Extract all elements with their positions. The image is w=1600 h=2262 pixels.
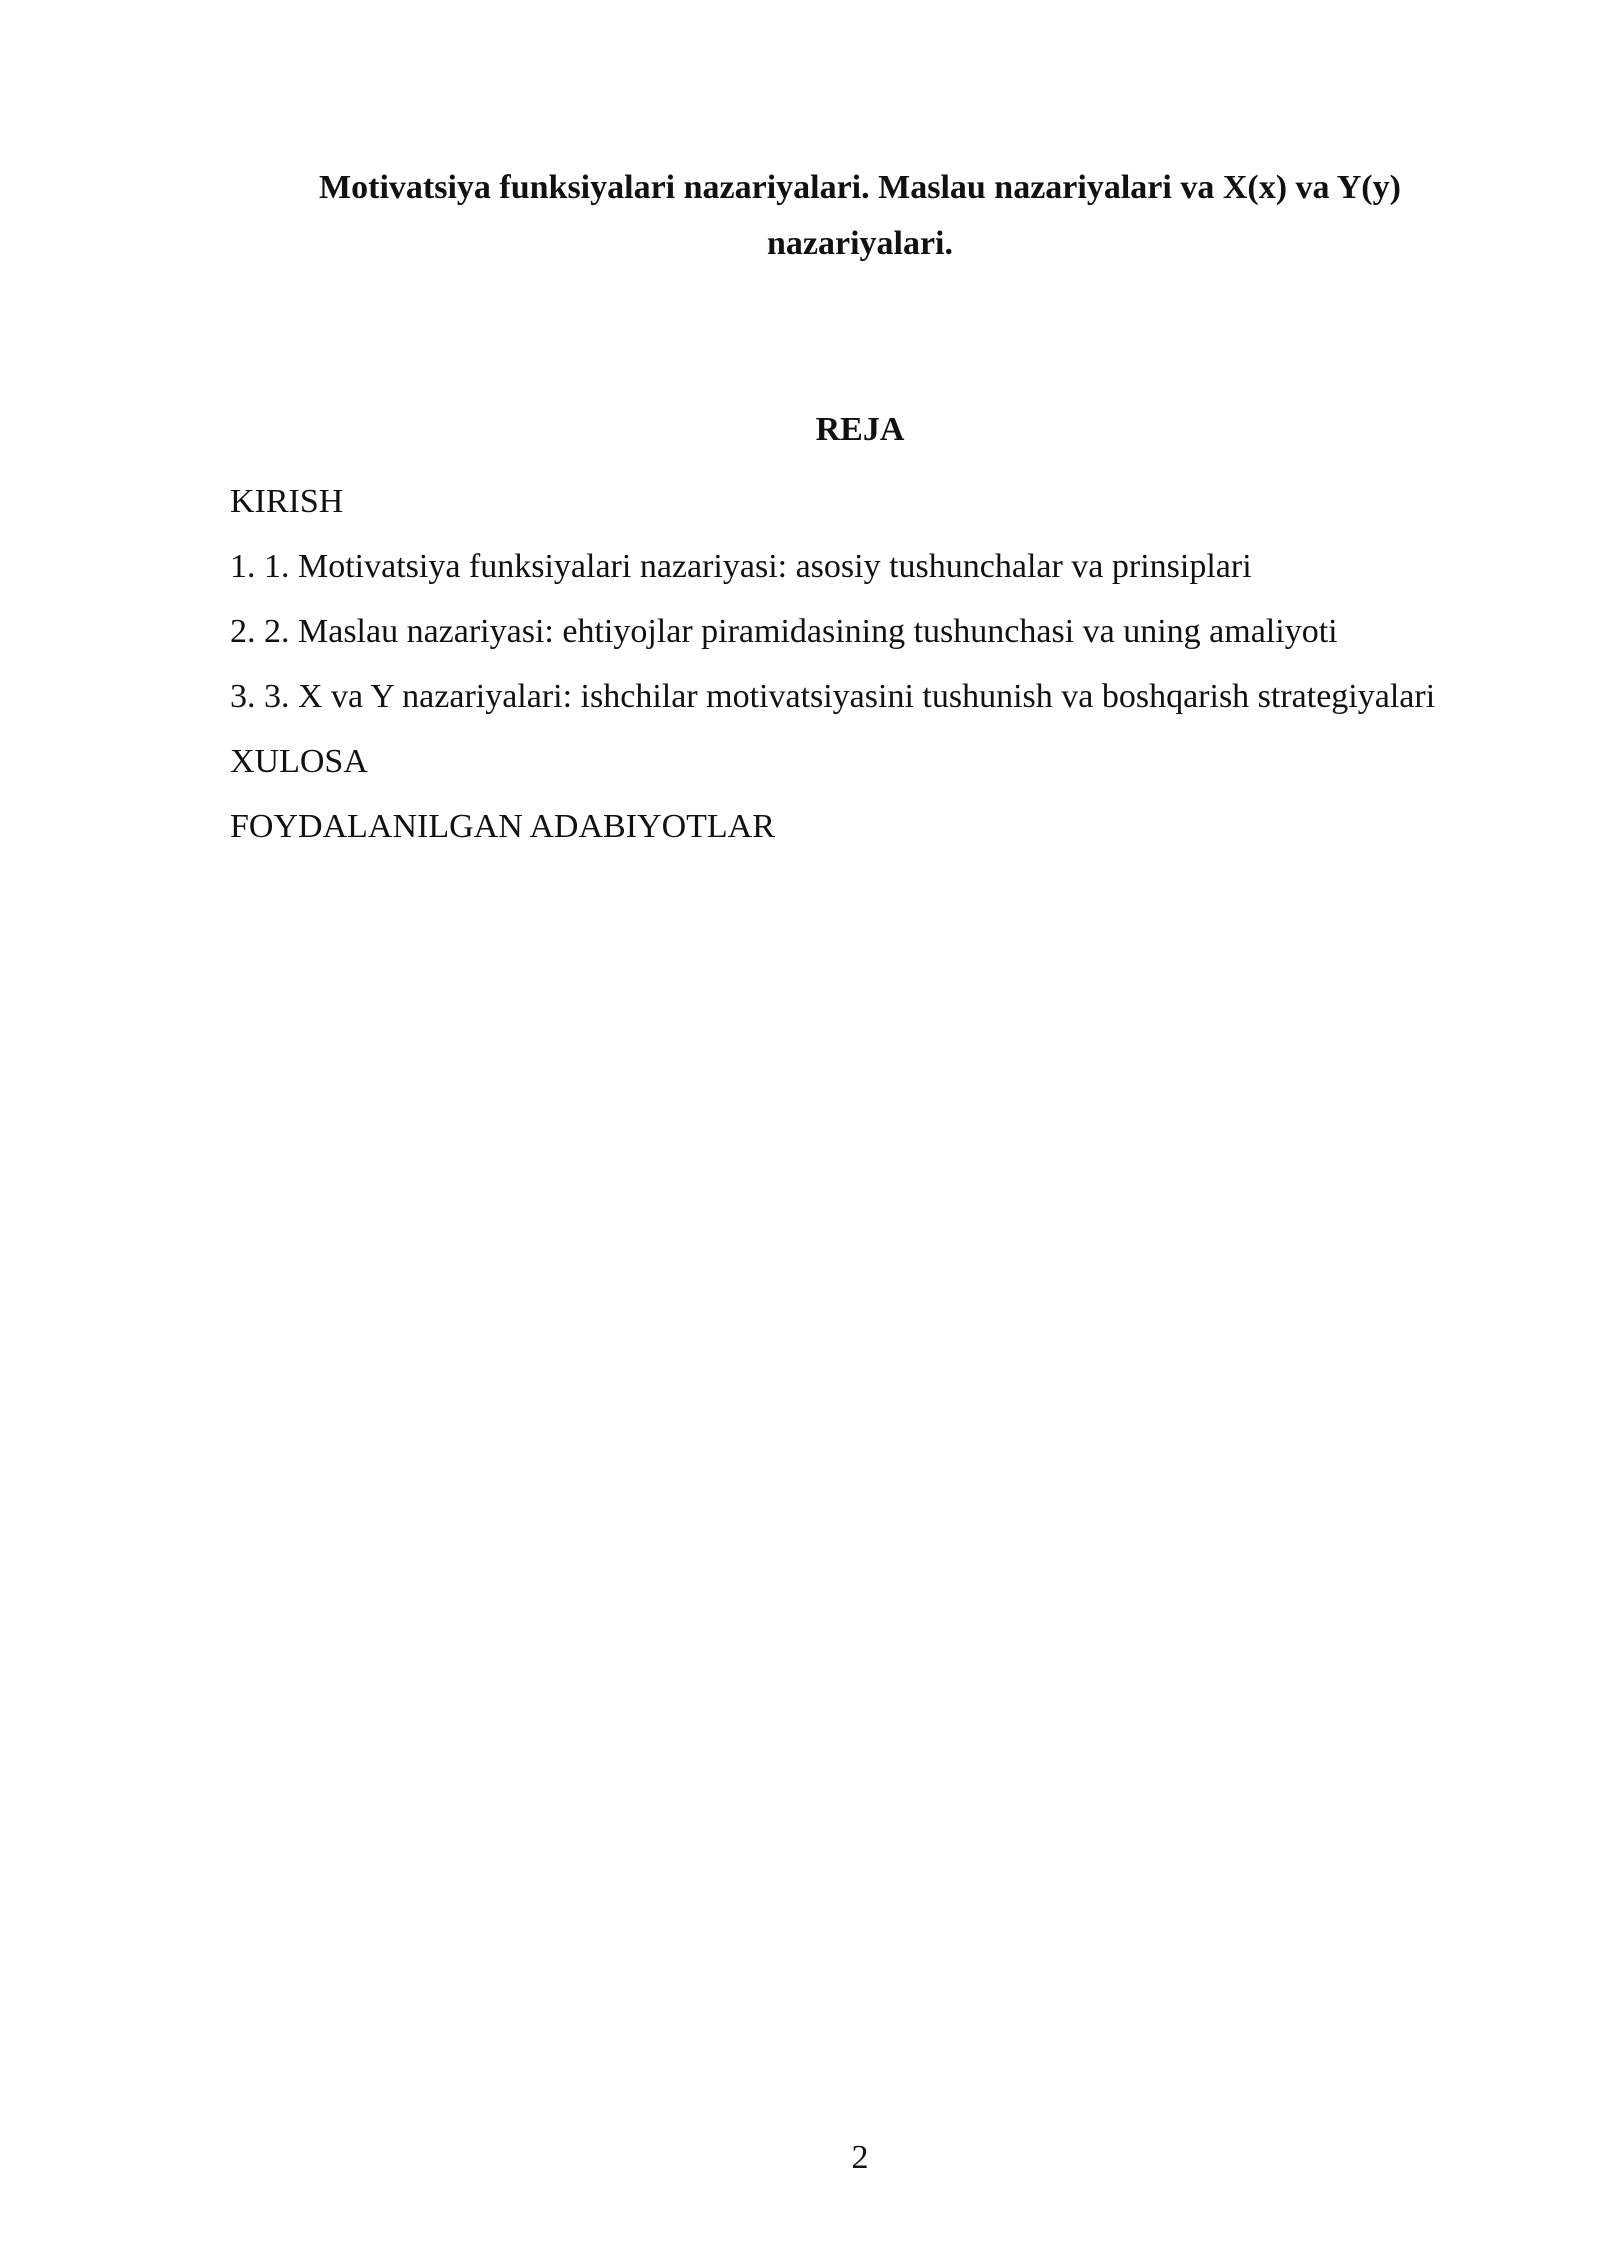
plan-list	[230, 474, 1510, 864]
plan-item-introduction: KIRISH	[230, 483, 344, 520]
plan-item-1: 1. 1. Motivatsiya funksiyalari nazariyasi: asosiy tushunchalar va prinsiplari	[230, 548, 1252, 585]
plan-heading: REJA	[815, 411, 905, 448]
plan-item-3: 3. 3. X va Y nazariyalari: ishchilar motivatsiyasini tushunish va boshqarish strategiyalari	[230, 678, 1436, 715]
plan-item-2: 2. 2. Maslau nazariyasi: ehtiyojlar piramidasining tushunchasi va uning amaliyoti	[230, 613, 1338, 650]
page-number: 2	[851, 2139, 869, 2176]
plan-item-conclusion: XULOSA	[230, 743, 368, 780]
document-title: Motivatsiya funksiyalari nazariyalari. Maslau nazariyalari va X(x) va Y(y) nazariyalari.	[319, 169, 1401, 262]
plan-item-references: FOYDALANILGAN ADABIYOTLAR	[230, 808, 775, 845]
